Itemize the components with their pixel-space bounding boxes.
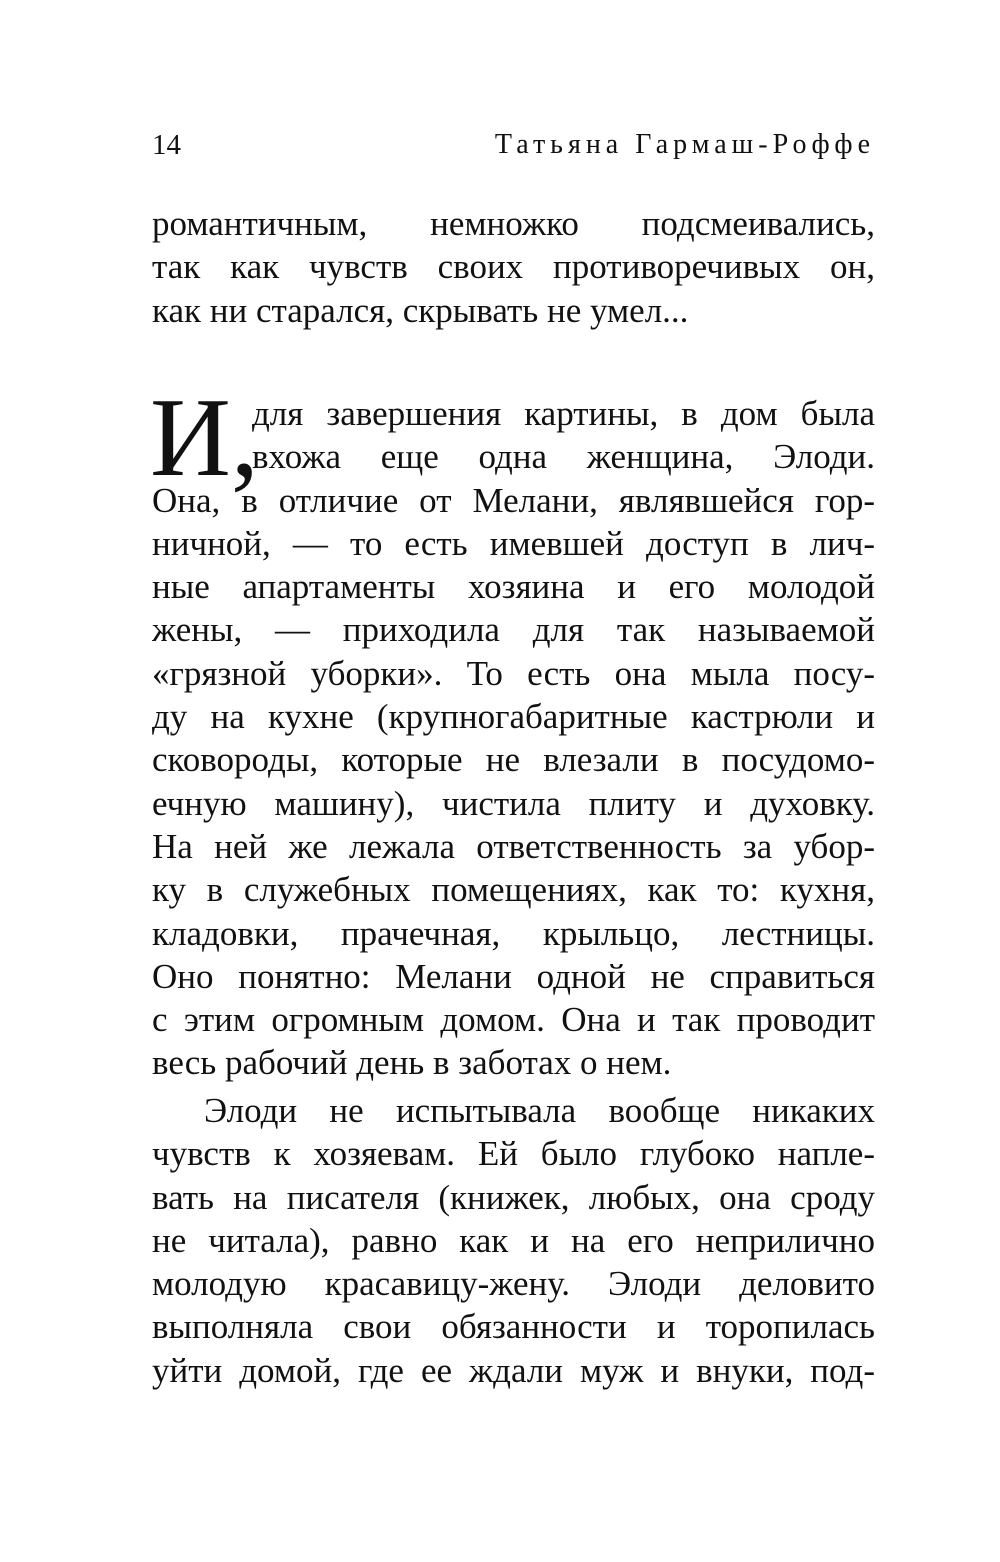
text-line: ку в служебных помещениях, как то: кухня, <box>152 870 875 910</box>
text-line: ничной, — то есть имевшей доступ в лич- <box>152 523 875 563</box>
text-line: так как чувств своих противоречивых он, <box>152 247 875 287</box>
text-line: весь рабочий день в заботах о нем. <box>152 1043 672 1083</box>
paragraph-2 <box>152 392 875 1085</box>
text-line: кладовки, прачечная, крыльцо, лестницы. <box>152 913 875 953</box>
text-line: вать на писателя (книжек, любых, она сроду <box>152 1177 875 1217</box>
text-line: ные апартаменты хозяина и его молодой <box>152 567 875 607</box>
text-line: чувств к хозяевам. Ей было глубоко напле- <box>152 1134 875 1174</box>
paragraph-3 <box>152 1089 875 1392</box>
text-line: как ни старался, скрывать не умел... <box>152 290 689 330</box>
text-line: молодую красавицу-жену. Элоди деловито <box>152 1264 875 1304</box>
text-line: ду на кухне (крупногабаритные кастрюли и <box>152 697 875 737</box>
text-line: вхожа еще одна женщина, Элоди. <box>252 437 875 477</box>
text-line: «грязной уборки». То есть она мыла посу- <box>152 653 875 693</box>
running-title: Татьяна Гармаш-Роффе <box>494 129 875 160</box>
text-line: уйти домой, где ее ждали муж и внуки, под- <box>152 1350 875 1390</box>
paragraph-1 <box>152 202 875 332</box>
text-line: с этим огромным домом. Она и так проводит <box>152 1000 875 1040</box>
text-line: жены, — приходила для так называемой <box>152 610 875 650</box>
text-line: выполняла свои обязанности и торопилась <box>152 1307 875 1347</box>
text-line: не читала), равно как и на его неприлично <box>152 1220 875 1260</box>
text-line: Она, в отличие от Мелани, являвшейся гор- <box>152 480 875 520</box>
text-line: На ней же лежала ответственность за убор- <box>152 826 875 866</box>
text-line: ечную машину), чистила плиту и духовку. <box>152 783 875 823</box>
text-line: Оно понятно: Мелани одной не справиться <box>152 956 875 996</box>
text-line: романтичным, немножко подсмеивались, <box>152 204 875 243</box>
text-line: Элоди не испытывала вообще никаких <box>204 1091 875 1130</box>
text-line: для завершения картины, в дом была <box>252 394 875 433</box>
text-line: сковороды, которые не влезали в посудомо- <box>152 740 875 780</box>
page-number: 14 <box>152 129 181 161</box>
drop-cap: И, <box>150 376 259 500</box>
